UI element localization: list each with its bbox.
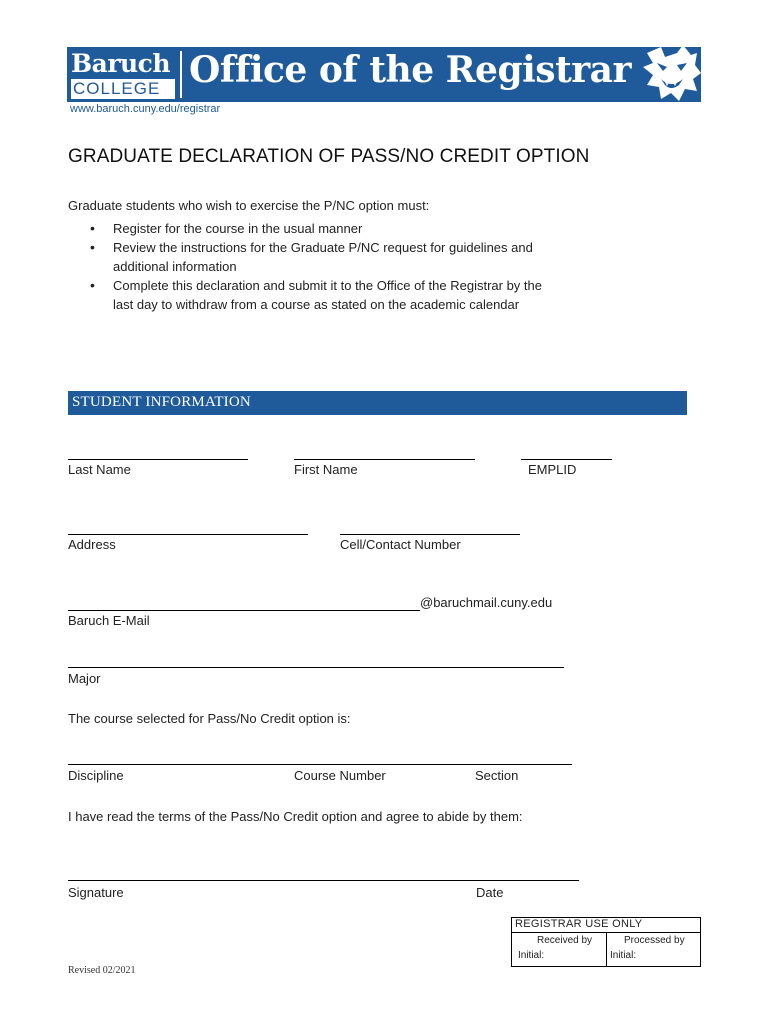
list-item: • Review the instructions for the Graduate P/NC request for guidelines and additional information	[90, 238, 550, 276]
processed-by-label: Processed by	[624, 935, 685, 946]
date-label: Date	[476, 885, 504, 900]
header-banner	[67, 47, 701, 102]
office-title: Office of the Registrar	[189, 49, 631, 91]
email-domain-suffix: @baruchmail.cuny.edu	[420, 595, 553, 610]
agreement-text: I have read the terms of the Pass/No Credit option and agree to abide by them:	[68, 809, 523, 824]
registrar-use-only-box	[511, 917, 701, 967]
instructions-list	[90, 219, 550, 314]
course-number-label: Course Number	[294, 768, 386, 783]
first-name-field[interactable]	[294, 459, 475, 460]
section-header	[68, 391, 687, 415]
email-label: Baruch E-Mail	[68, 613, 150, 628]
signature-label: Signature	[68, 885, 124, 900]
baruch-logo-text: Baruch	[71, 49, 171, 78]
cell-contact-label: Cell/Contact Number	[340, 537, 461, 552]
email-field[interactable]	[68, 610, 420, 611]
form-title: GRADUATE DECLARATION OF PASS/NO CREDIT OPTION	[68, 146, 590, 167]
last-name-label: Last Name	[68, 462, 131, 477]
list-item: • Register for the course in the usual manner	[90, 219, 550, 238]
major-field[interactable]	[68, 667, 564, 668]
intro-text: Graduate students who wish to exercise the P/NC option must:	[68, 198, 430, 213]
emplid-field[interactable]	[521, 459, 612, 460]
discipline-label: Discipline	[68, 768, 124, 783]
emplid-label: EMPLID	[528, 462, 577, 477]
last-name-field[interactable]	[68, 459, 248, 460]
section-label: Section	[475, 768, 519, 783]
bearcat-mascot-icon	[639, 43, 703, 105]
processed-initial-label: Initial:	[610, 950, 637, 961]
received-initial-label: Initial:	[518, 950, 545, 961]
section-title: STUDENT INFORMATION	[72, 394, 251, 410]
signature-field[interactable]	[68, 880, 579, 881]
course-prompt: The course selected for Pass/No Credit option is:	[68, 711, 351, 726]
revised-date: Revised 02/2021	[68, 965, 136, 976]
logo-divider	[180, 51, 182, 98]
address-field[interactable]	[68, 534, 308, 535]
site-url: www.baruch.cuny.edu/registrar	[70, 103, 221, 115]
major-label: Major	[68, 671, 101, 686]
first-name-label: First Name	[294, 462, 358, 477]
address-label: Address	[68, 537, 116, 552]
received-by-label: Received by	[537, 935, 593, 946]
registrar-box-title: REGISTRAR USE ONLY	[515, 918, 643, 930]
divider	[606, 932, 607, 966]
college-logo-text: COLLEGE	[71, 79, 175, 99]
cell-contact-field[interactable]	[340, 534, 520, 535]
list-item: • Complete this declaration and submit it to the Office of the Registrar by the last day to withdraw from a course as stated on the academic calendar	[90, 276, 550, 314]
course-field[interactable]	[68, 764, 572, 765]
